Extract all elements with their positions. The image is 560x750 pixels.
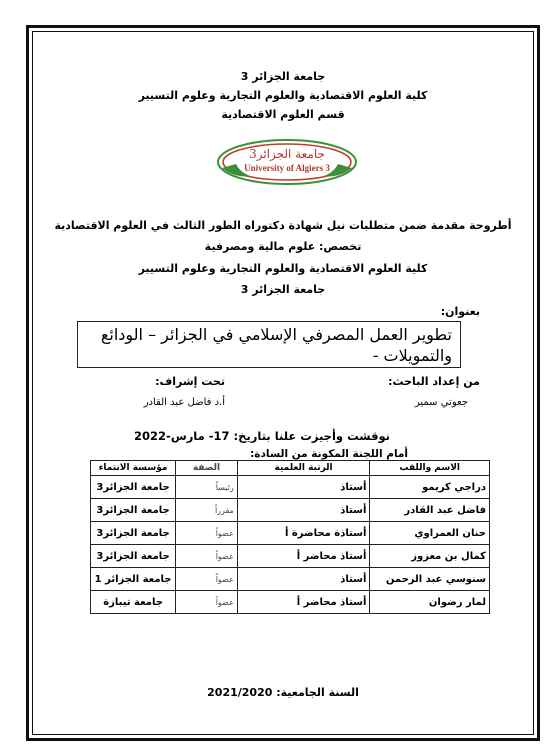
prepared-by-label: من إعداد الباحث: — [388, 375, 480, 388]
member-role: مقرراً — [176, 499, 238, 522]
table-row — [91, 545, 490, 568]
member-institution: جامعة الجزائر3 — [91, 499, 176, 522]
specialty: تخصص: علوم مالية ومصرفية — [204, 240, 362, 253]
department-name: قسم العلوم الاقتصادية — [221, 108, 345, 121]
member-rank: أستاذة محاضرة أ — [237, 522, 370, 545]
member-role: عضواً — [176, 568, 238, 591]
title-label: بعنوان: — [440, 305, 480, 318]
member-rank: أستاذ محاضر أ — [237, 545, 370, 568]
member-institution: جامعة الجزائر3 — [91, 522, 176, 545]
committee-table — [90, 460, 490, 614]
table-row — [91, 476, 490, 499]
member-role: عضواً — [176, 591, 238, 614]
university-name: جامعة الجزائر 3 — [240, 70, 326, 83]
faculty-name: كلية العلوم الاقتصادية والعلوم التجارية وعلوم التسيير — [138, 89, 428, 102]
member-rank: أستاذ محاضر أ — [237, 591, 370, 614]
university-logo — [216, 138, 358, 186]
table-row — [91, 499, 490, 522]
academic-year: السنة الجامعية: 2021/2020 — [207, 686, 359, 699]
member-institution: جامعة الجزائر 1 — [91, 568, 176, 591]
supervisor-label: تحت إشراف: — [155, 375, 225, 388]
thesis-description: أطروحة مقدمة ضمن متطلبات نيل شهادة دكتوراه الطور الثالث في العلوم الاقتصادية — [54, 219, 512, 232]
member-role: عضواً — [176, 522, 238, 545]
table-header-cell: الاسم واللقب — [370, 461, 490, 476]
logo-english-text: University of Algiers 3 — [244, 163, 330, 173]
defense-date: نوقشت وأجيزت علنا بتاريخ: 17- مارس-2022 — [134, 429, 390, 443]
member-institution: جامعة الجزائر3 — [91, 545, 176, 568]
member-rank: أستاذ — [237, 476, 370, 499]
member-institution: جامعة الجزائر3 — [91, 476, 176, 499]
member-name: حنان العمراوي — [370, 522, 490, 545]
member-role: عضواً — [176, 545, 238, 568]
thesis-university: جامعة الجزائر 3 — [240, 283, 326, 296]
member-rank: أستاذ — [237, 568, 370, 591]
member-name: كمال بن معزوز — [370, 545, 490, 568]
member-rank: أستاذ — [237, 499, 370, 522]
table-row — [91, 568, 490, 591]
table-header-cell: مؤسسة الانتماء — [91, 461, 176, 476]
member-name: فاضل عبد القادر — [370, 499, 490, 522]
member-name: لمار رضوان — [370, 591, 490, 614]
supervisor-name: أ.د فاضل عبد القادر — [143, 397, 225, 408]
committee-intro: أمام اللجنة المكونة من السادة: — [250, 448, 408, 460]
table-row — [91, 591, 490, 614]
member-name: سنوسي عبد الرحمن — [370, 568, 490, 591]
table-row — [91, 522, 490, 545]
researcher-name: جعوتي سمير — [414, 397, 468, 408]
thesis-title: تطوير العمل المصرفي الإسلامي في الجزائر – الودائع والتمويلات - — [77, 321, 461, 368]
logo-arabic-text: جامعة الجزائر3 — [249, 147, 325, 161]
table-header-cell: الصفة — [176, 461, 238, 476]
member-role: رئيساً — [176, 476, 238, 499]
table-header-row — [91, 461, 490, 476]
member-institution: جامعة تيبازة — [91, 591, 176, 614]
member-name: دراجي كريمو — [370, 476, 490, 499]
table-header-cell: الرتبة العلمية — [237, 461, 370, 476]
thesis-faculty: كلية العلوم الاقتصادية والعلوم التجارية وعلوم التسيير — [138, 262, 428, 275]
